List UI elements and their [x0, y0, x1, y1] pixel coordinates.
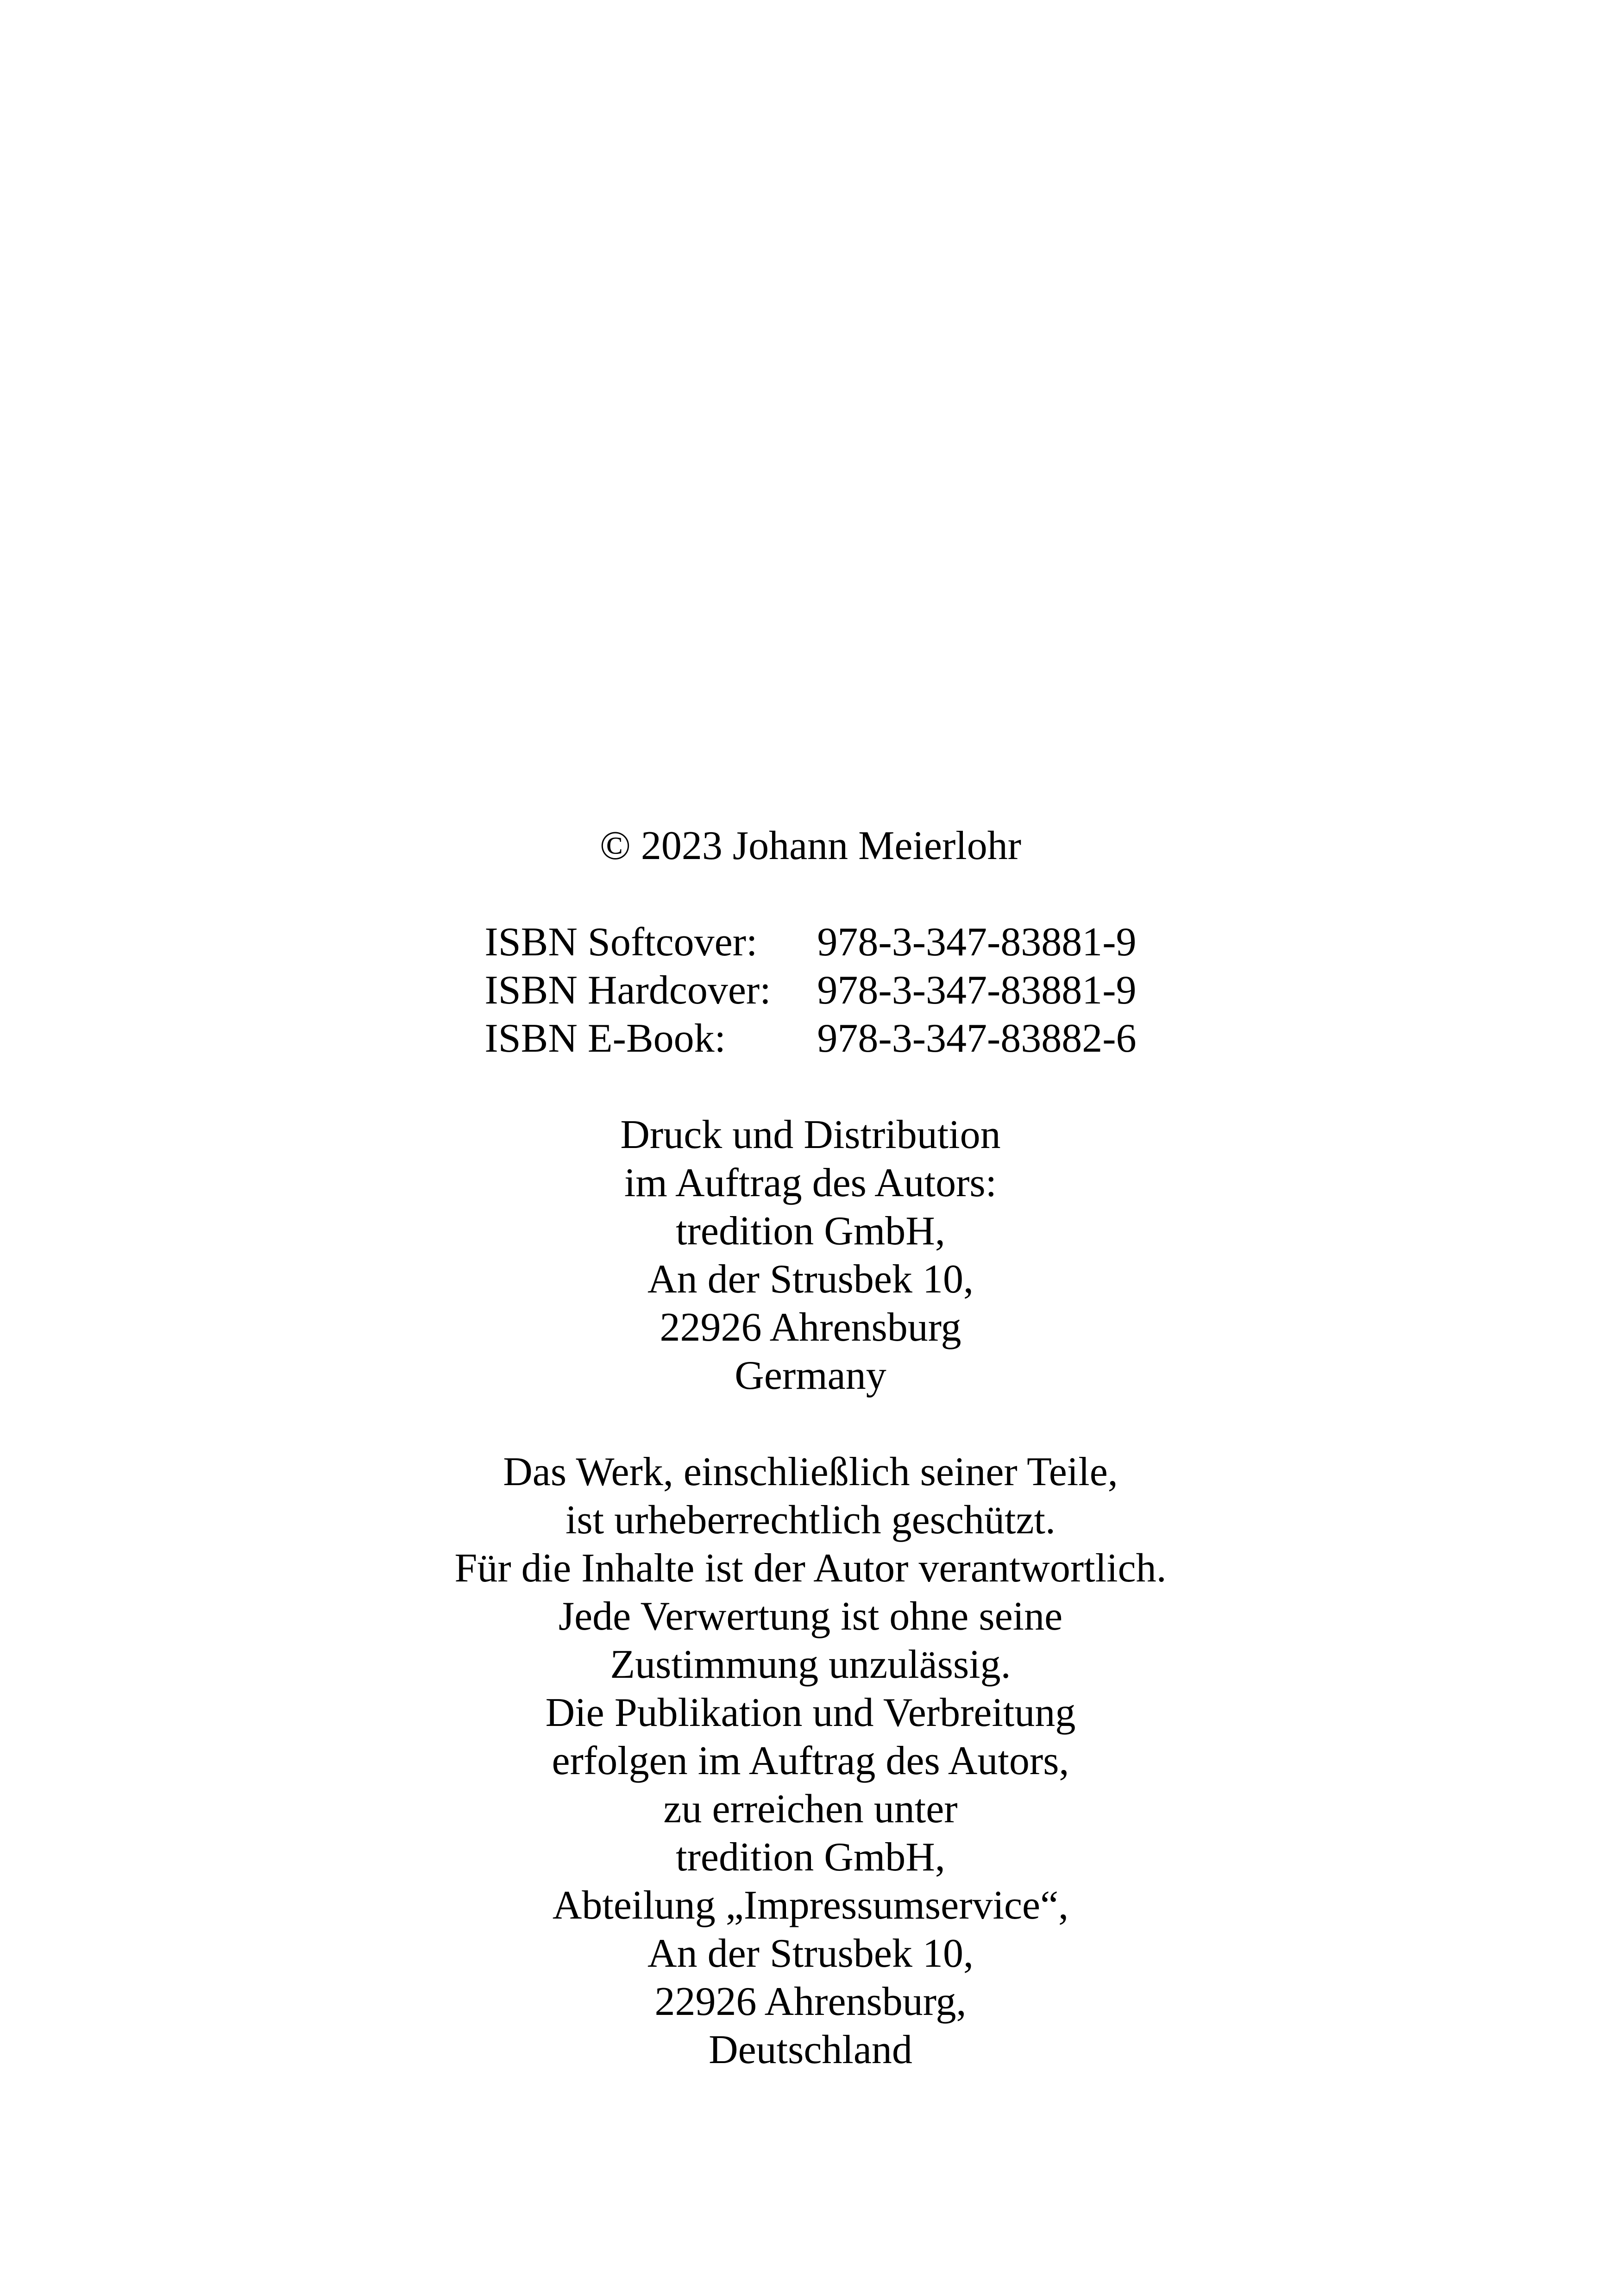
distribution-block	[0, 1111, 1621, 1400]
isbn-label: ISBN Hardcover:	[484, 968, 771, 1013]
isbn-row-ebook	[484, 1015, 1136, 1063]
isbn-value: 978-3-347-83881-9	[817, 920, 1137, 965]
isbn-row-hardcover	[484, 966, 1136, 1015]
legal-line: An der Strusbek 10,	[647, 1931, 974, 1976]
legal-line: Abteilung „Impressumservice“,	[552, 1883, 1069, 1928]
distribution-line: Germany	[735, 1353, 886, 1398]
legal-line: Das Werk, einschließlich seiner Teile,	[503, 1449, 1118, 1494]
legal-line: Für die Inhalte ist der Autor verantwortlich.	[454, 1546, 1167, 1591]
copyright-line: © 2023 Johann Meierlohr	[599, 823, 1022, 868]
legal-line: 22926 Ahrensburg,	[654, 1979, 967, 2024]
legal-line: Jede Verwertung ist ohne seine	[558, 1594, 1063, 1639]
legal-line: Zustimmung unzulässig.	[610, 1642, 1011, 1687]
spacer	[0, 1063, 1621, 1111]
distribution-line: An der Strusbek 10,	[647, 1257, 974, 1302]
legal-line: ist urheberrechtlich geschützt.	[565, 1498, 1056, 1543]
legal-line: Deutschland	[709, 2027, 912, 2072]
imprint-block	[0, 822, 1621, 2074]
legal-line: Die Publikation und Verbreitung	[545, 1690, 1076, 1735]
legal-line: zu erreichen unter	[663, 1787, 958, 1832]
distribution-line: im Auftrag des Autors:	[624, 1161, 997, 1205]
distribution-line: tredition GmbH,	[676, 1209, 945, 1254]
distribution-line: 22926 Ahrensburg	[660, 1305, 961, 1350]
isbn-value: 978-3-347-83882-6	[817, 1016, 1137, 1061]
legal-notice-block	[0, 1448, 1621, 2074]
distribution-line: Druck und Distribution	[620, 1112, 1001, 1157]
isbn-list	[484, 918, 1136, 1063]
legal-line: erfolgen im Auftrag des Autors,	[552, 1738, 1069, 1783]
isbn-label: ISBN E-Book:	[484, 1016, 726, 1061]
isbn-value: 978-3-347-83881-9	[817, 968, 1137, 1013]
spacer	[0, 870, 1621, 918]
spacer	[0, 1400, 1621, 1448]
isbn-label: ISBN Softcover:	[484, 920, 758, 965]
legal-line: tredition GmbH,	[676, 1835, 945, 1880]
isbn-row-softcover	[484, 918, 1136, 966]
